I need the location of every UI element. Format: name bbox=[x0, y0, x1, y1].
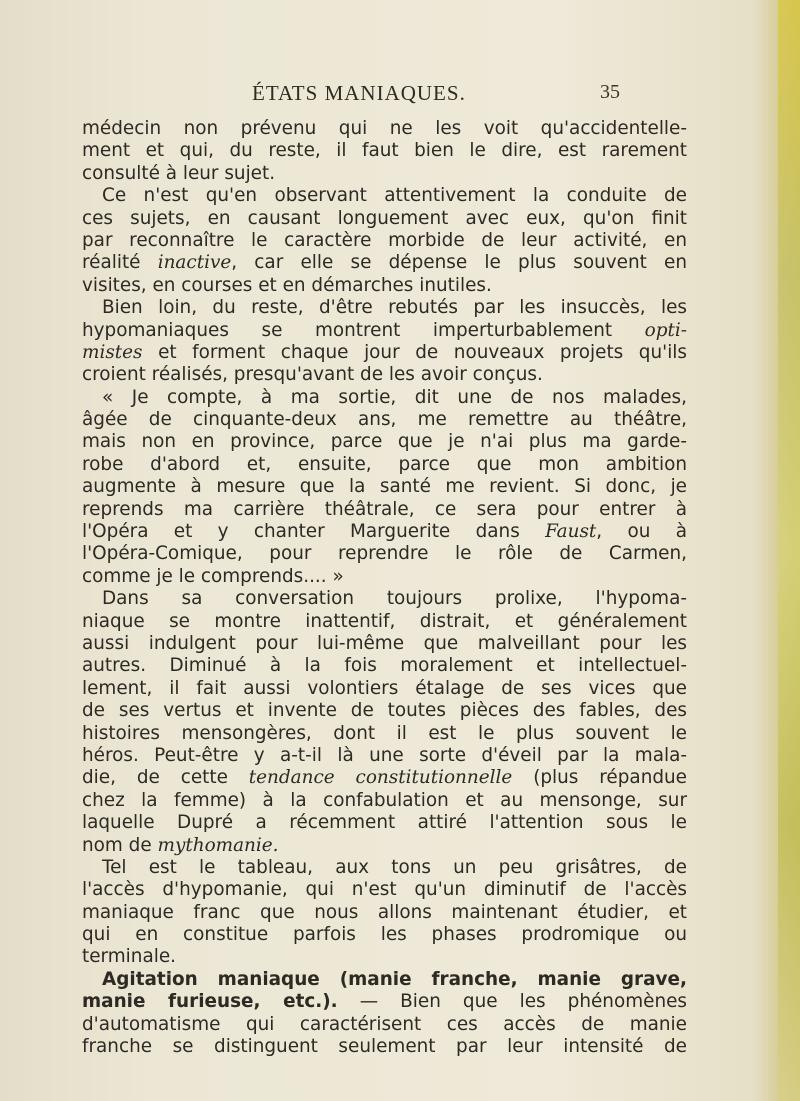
italic-term: mythomanie. bbox=[157, 834, 279, 856]
section-heading: manie furieuse, etc.). bbox=[82, 991, 338, 1013]
text-line: l'accès d'hypomanie, qui n'est qu'un diminutif de l'accès bbox=[82, 879, 687, 901]
text-segment: réalité bbox=[82, 252, 158, 274]
text-line: l'Opéra-Comique, pour reprendre le rôle de Carmen, bbox=[82, 543, 687, 565]
text-line: franche se distinguent seulement par leur intensité de bbox=[82, 1036, 687, 1058]
text-line bbox=[82, 969, 687, 991]
body-text bbox=[82, 118, 687, 1058]
text-segment: (plus répandue bbox=[512, 767, 687, 789]
text-segment: et forment chaque jour de nouveaux projets qu'ils bbox=[142, 341, 687, 363]
text-line: lement, il fait aussi volontiers étalage de ses vices que bbox=[82, 677, 687, 699]
text-line bbox=[82, 252, 687, 274]
text-line: maniaque franc que nous allons maintenant étudier, et bbox=[82, 901, 687, 923]
text-line bbox=[82, 320, 687, 342]
italic-term: Faust bbox=[545, 521, 597, 543]
text-segment: nom de bbox=[82, 834, 158, 856]
text-line: reprends ma carrière théâtrale, ce sera pour entrer à bbox=[82, 498, 687, 520]
text-line: Bien loin, du reste, d'être rebutés par les insuccès, les bbox=[102, 297, 687, 319]
italic-term: opti- bbox=[644, 319, 687, 341]
text-line: consulté à leur sujet. bbox=[82, 162, 276, 184]
text-line: terminale. bbox=[82, 946, 176, 968]
text-segment: — Bien que les phénomènes bbox=[337, 991, 687, 1013]
text-segment: hypomaniaques se montrent imperturbablement bbox=[82, 319, 645, 341]
text-line: robe d'abord et, ensuite, parce que mon ambition bbox=[82, 453, 687, 475]
text-line: niaque se montre inattentif, distrait, et généralement bbox=[82, 610, 687, 632]
text-line: médecin non prévenu qui ne les voit qu'accidentelle- bbox=[82, 118, 687, 139]
text-segment: die, de cette bbox=[82, 767, 249, 789]
text-segment: l'Opéra et y chanter Marguerite dans bbox=[82, 521, 546, 543]
text-segment: , car elle se dépense le plus souvent en bbox=[231, 252, 687, 274]
text-line bbox=[82, 342, 687, 364]
italic-term: mistes bbox=[82, 341, 143, 363]
text-line: par reconnaître le caractère morbide de leur activité, en bbox=[82, 229, 687, 251]
text-line: laquelle Dupré a récemment attiré l'attention sous le bbox=[82, 812, 687, 834]
page-number: 35 bbox=[600, 81, 620, 103]
text-line: Ce n'est qu'en observant attentivement la conduite de bbox=[102, 185, 687, 207]
italic-term: tendance constitutionnelle bbox=[248, 767, 513, 789]
running-title: ÉTATS MANIAQUES. bbox=[252, 81, 466, 105]
text-line: héros. Peut-être y a-t-il là une sorte d'éveil par la mala- bbox=[82, 744, 687, 766]
text-line: croient réalisés, presqu'avant de les avoir conçus. bbox=[82, 364, 543, 386]
text-line: de ses vertus et invente de toutes pièces des fables, des bbox=[82, 700, 687, 722]
text-line: mais non en province, parce que je n'ai plus ma garde- bbox=[82, 431, 687, 453]
text-line: Tel est le tableau, aux tons un peu grisâtres, de bbox=[102, 856, 687, 878]
text-line: ces sujets, en causant longuement avec eux, qu'on finit bbox=[82, 207, 687, 229]
text-line bbox=[82, 767, 687, 789]
text-line: histoires mensongères, dont il est le plus souvent le bbox=[82, 722, 687, 744]
text-line: âgée de cinquante-deux ans, me remettre au théâtre, bbox=[82, 409, 687, 431]
page-header bbox=[0, 81, 800, 111]
page-edge-binding bbox=[778, 0, 800, 1101]
text-line: qui en constitue parfois les phases prodromique ou bbox=[82, 924, 687, 946]
text-line bbox=[82, 521, 687, 543]
text-line: augmente à mesure que la santé me revient. Si donc, je bbox=[82, 476, 687, 498]
text-line bbox=[82, 835, 687, 857]
text-line bbox=[82, 991, 687, 1013]
text-line: « Je compte, à ma sortie, dit une de nos malades, bbox=[102, 386, 687, 408]
text-line: ment et qui, du reste, il faut bien le dire, est rarement bbox=[82, 140, 687, 162]
text-line: autres. Diminué à la fois moralement et intellectuel- bbox=[82, 655, 687, 677]
text-segment: , ou à bbox=[596, 521, 687, 543]
text-line: comme je le comprends.... » bbox=[82, 565, 344, 587]
text-line: d'automatisme qui caractérisent ces accès de manie bbox=[82, 1013, 687, 1035]
text-line: Dans sa conversation toujours prolixe, l'hypoma- bbox=[102, 588, 687, 610]
section-heading: Agitation maniaque (manie franche, manie grave, bbox=[102, 968, 687, 990]
text-line: chez la femme) à la confabulation et au mensonge, sur bbox=[82, 789, 687, 811]
text-line: aussi indulgent pour lui-même que malveillant pour les bbox=[82, 632, 687, 654]
italic-term: inactive bbox=[157, 252, 232, 274]
text-line: visites, en courses et en démarches inutiles. bbox=[82, 274, 492, 296]
